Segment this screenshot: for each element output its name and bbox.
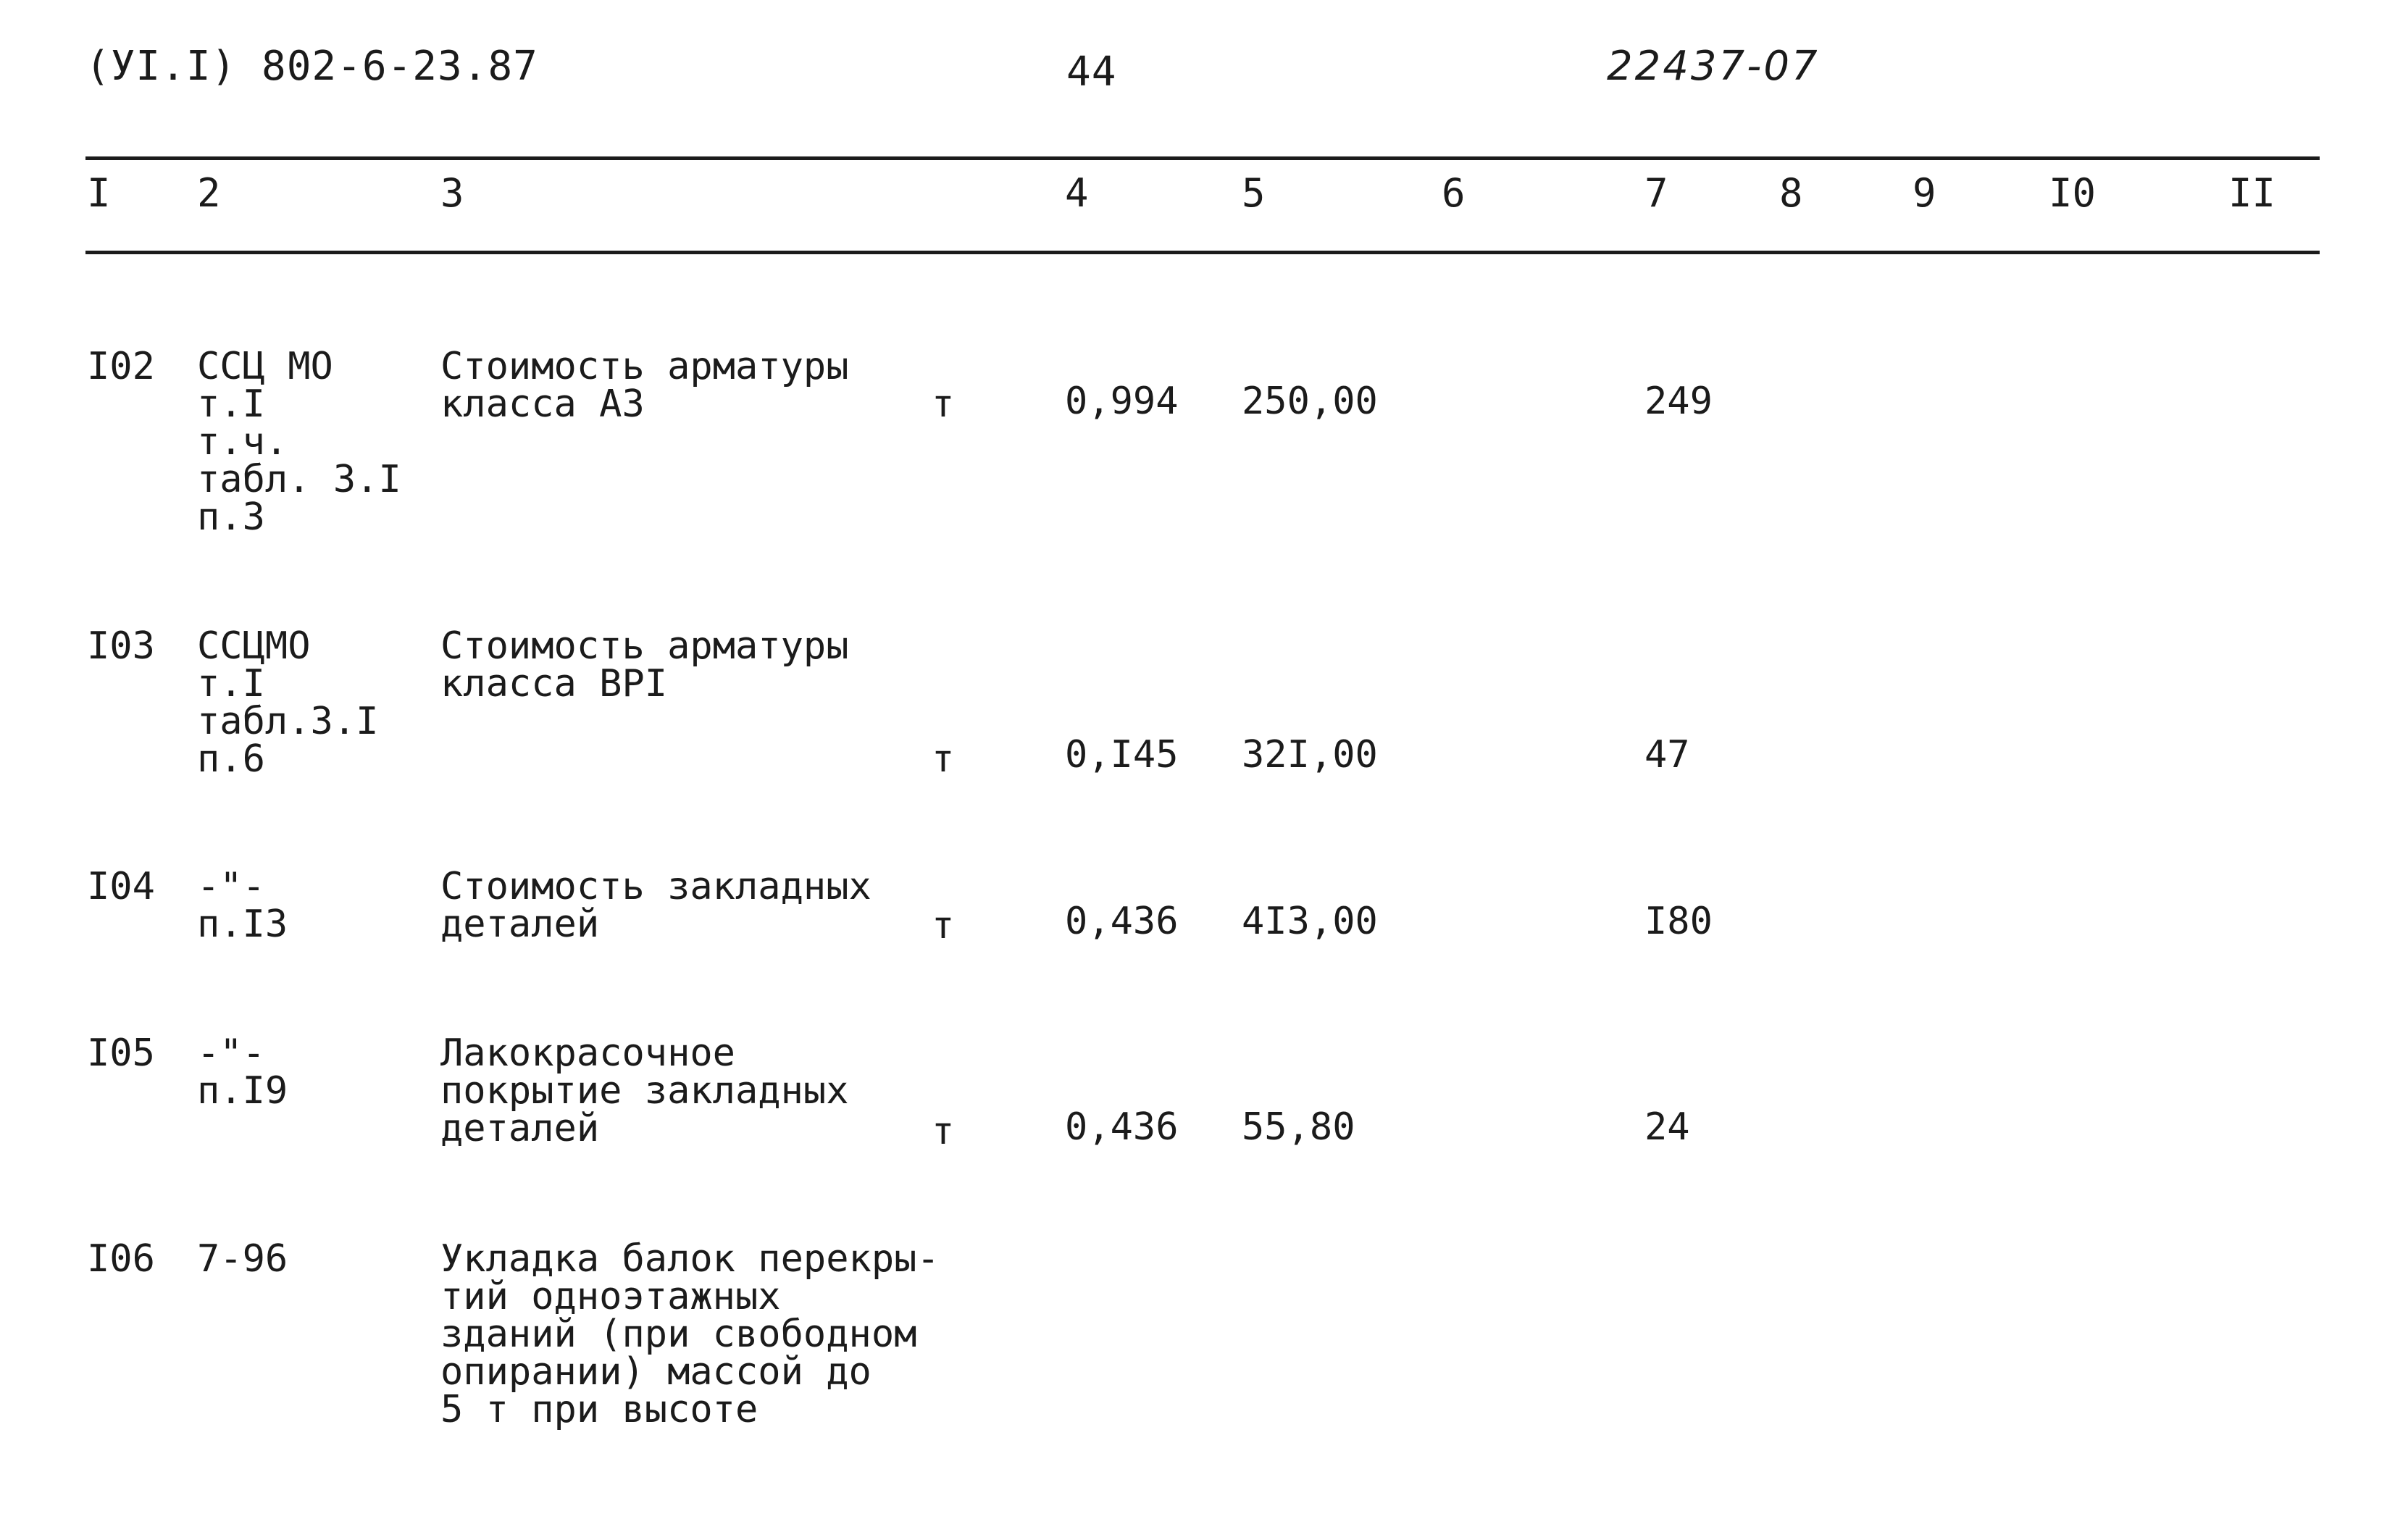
price-reference: ССЦМО т.I табл.3.I п.6 (197, 624, 379, 781)
header-bottom-rule (85, 251, 2320, 254)
column-number: 7 (1644, 170, 1668, 216)
unit-price: 4I3,00 (1242, 900, 1378, 943)
item-description: Стоимость арматуры класса ВРI (440, 624, 849, 706)
item-description: Стоимость арматуры класса А3 (440, 345, 849, 426)
row-number: I05 (87, 1031, 155, 1075)
total-cost: I80 (1644, 900, 1713, 943)
unit-price: 32I,00 (1242, 733, 1378, 777)
column-number: 4 (1065, 170, 1089, 216)
column-number: I (87, 170, 111, 216)
row-number: I03 (87, 624, 155, 668)
quantity: 0,994 (1065, 380, 1179, 423)
column-number: 9 (1913, 170, 1936, 216)
unit: т (932, 382, 955, 426)
row-number: I04 (87, 865, 155, 908)
column-number: I0 (2049, 170, 2097, 216)
total-cost: 249 (1644, 380, 1713, 423)
quantity: 0,I45 (1065, 733, 1179, 777)
item-description: Лакокрасочное покрытие закладных деталей (440, 1031, 849, 1150)
column-number: 6 (1442, 170, 1466, 216)
unit: т (932, 737, 955, 781)
item-description: Укладка балок перекры- тий одноэтажных зданий (при свободном опирании) массой до 5 т при высоте (440, 1237, 940, 1431)
project-code: (УI.I) 802-6-23.87 (85, 43, 538, 90)
item-description: Стоимость закладных деталей (440, 865, 872, 946)
quantity: 0,436 (1065, 900, 1179, 943)
column-number: II (2228, 170, 2276, 216)
unit: т (932, 904, 955, 947)
quantity: 0,436 (1065, 1105, 1179, 1149)
header-top-rule (85, 156, 2320, 160)
row-number: I06 (87, 1237, 155, 1281)
document-number: 22437-07 (1607, 43, 1820, 90)
column-number: 2 (197, 170, 221, 216)
price-reference: ССЦ МО т.I т.ч. табл. 3.I п.3 (197, 345, 401, 539)
column-number: 3 (440, 170, 464, 216)
unit-price: 250,00 (1242, 380, 1378, 423)
column-number: 5 (1242, 170, 1266, 216)
unit: т (932, 1110, 955, 1153)
total-cost: 47 (1644, 733, 1690, 777)
unit-price: 55,80 (1242, 1105, 1355, 1149)
column-number: 8 (1779, 170, 1803, 216)
total-cost: 24 (1644, 1105, 1690, 1149)
page-number: 44 (1066, 49, 1117, 96)
price-reference: -"- п.I3 (197, 865, 288, 946)
row-number: I02 (87, 345, 155, 388)
price-reference: 7-96 (197, 1237, 288, 1281)
price-reference: -"- п.I9 (197, 1031, 288, 1113)
